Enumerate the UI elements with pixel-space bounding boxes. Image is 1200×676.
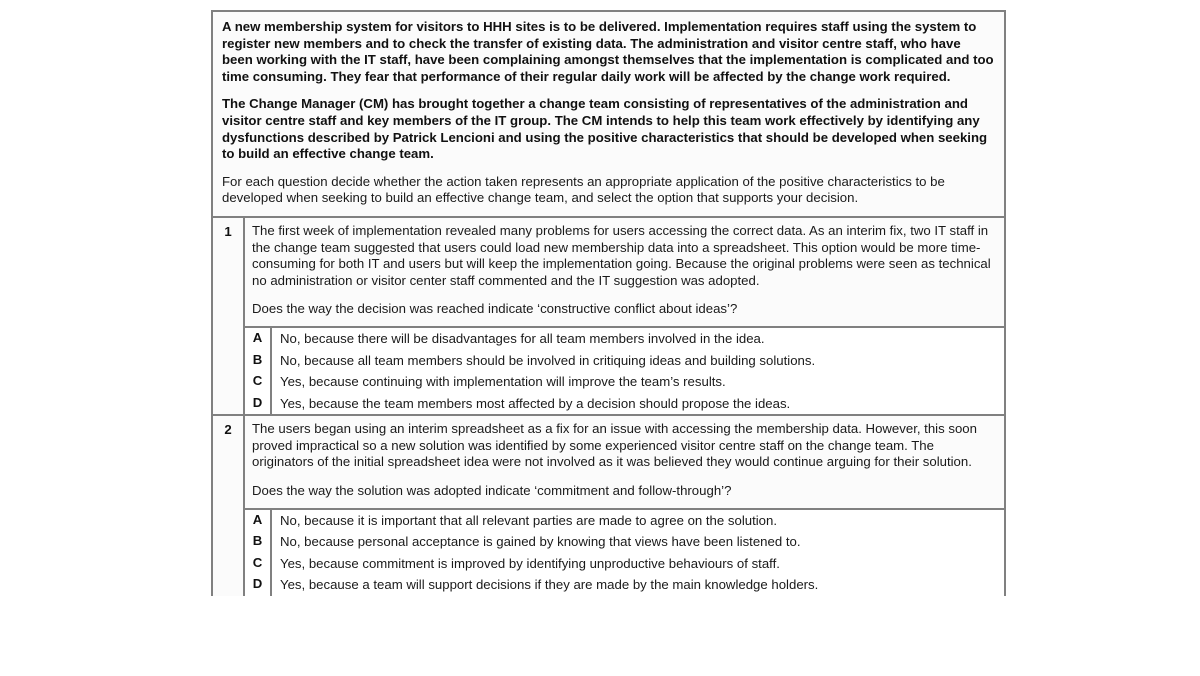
question-number: 2	[213, 416, 245, 596]
answer-option-c[interactable]	[245, 371, 1004, 393]
question-number: 1	[213, 218, 245, 414]
option-letter: B	[245, 531, 272, 553]
option-letter: C	[245, 371, 272, 393]
scenario-paragraph-2: The Change Manager (CM) has brought together a change team consisting of representatives of the administration and visitor centre staff and key members of the IT group. The CM intends to help this team work effectively by identifying any dysfunctions described by Patrick Lencioni and using the positive characteristics that should be developed when seeking to build an effective change team.	[222, 96, 988, 162]
answer-option-b[interactable]	[245, 531, 1004, 553]
question-body	[245, 218, 1004, 414]
option-text: Yes, because a team will support decisions if they are made by the main knowledge holders.	[280, 577, 819, 593]
answer-option-d[interactable]	[245, 574, 1004, 596]
option-letter: B	[245, 350, 272, 372]
answer-option-b[interactable]	[245, 350, 1004, 372]
answer-option-c[interactable]	[245, 553, 1004, 575]
question-stem: The first week of implementation revealed many problems for users accessing the correct data. As an interim fix, two IT staff in the change team suggested that users could load new membership data into a spreadsheet. This option would be more time-consuming for both IT and users but will keep the implementation going. Because the original problems were seen as technical no administration or visitor center staff commented and the IT suggestion was adopted.	[252, 222, 991, 288]
option-text: No, because there will be disadvantages for all team members involved in the idea.	[280, 330, 765, 346]
option-text: No, because personal acceptance is gained by knowing that views have been listened to.	[280, 534, 801, 550]
exam-question-sheet	[211, 10, 1006, 596]
answer-option-a[interactable]	[245, 328, 1004, 350]
option-letter: D	[245, 393, 272, 415]
option-letter: A	[245, 328, 272, 350]
scenario-paragraph-1: A new membership system for visitors to HHH sites is to be delivered. Implementation requires staff using the system to register new members and to check the transfer of existing data. The administration and visitor centre staff, who have been working with the IT staff, have been complaining amongst themselves that the implementation is complicated and too time consuming. They fear that performance of their regular daily work will be affected by the change work required.	[222, 19, 994, 84]
option-text: Yes, because commitment is improved by identifying unproductive behaviours of staff.	[280, 555, 780, 571]
instruction-paragraph: For each question decide whether the action taken represents an appropriate application of the positive characteristics to be developed when seeking to build an effective change team, and select the option that supports your decision.	[222, 173, 945, 206]
option-text: Yes, because the team members most affected by a decision should propose the ideas.	[280, 395, 791, 411]
question-row	[213, 416, 1004, 596]
question-prompt: Does the way the decision was reached indicate ‘constructive conflict about ideas’?	[252, 301, 738, 317]
answer-option-a[interactable]	[245, 510, 1004, 532]
question-row	[213, 218, 1004, 416]
option-text: No, because all team members should be involved in critiquing ideas and building solutions.	[280, 352, 816, 368]
option-letter: A	[245, 510, 272, 532]
question-stem: The users began using an interim spreadsheet as a fix for an issue with accessing the membership data. However, this soon proved impractical so a new solution was identified by some experienced visitor centre staff on the change team. The originators of the initial spreadsheet idea were not involved as it was believed they would continue arguing for their solution.	[252, 421, 977, 470]
question-prompt: Does the way the solution was adopted indicate ‘commitment and follow-through’?	[252, 483, 732, 499]
answer-options	[245, 326, 1004, 414]
answer-option-d[interactable]	[245, 393, 1004, 415]
answer-options	[245, 508, 1004, 596]
option-letter: C	[245, 553, 272, 575]
question-body	[245, 416, 1004, 596]
scenario-intro-block	[213, 12, 1004, 218]
option-text: Yes, because continuing with implementation will improve the team’s results.	[280, 374, 726, 390]
option-text: No, because it is important that all relevant parties are made to agree on the solution.	[280, 512, 778, 528]
option-letter: D	[245, 574, 272, 596]
